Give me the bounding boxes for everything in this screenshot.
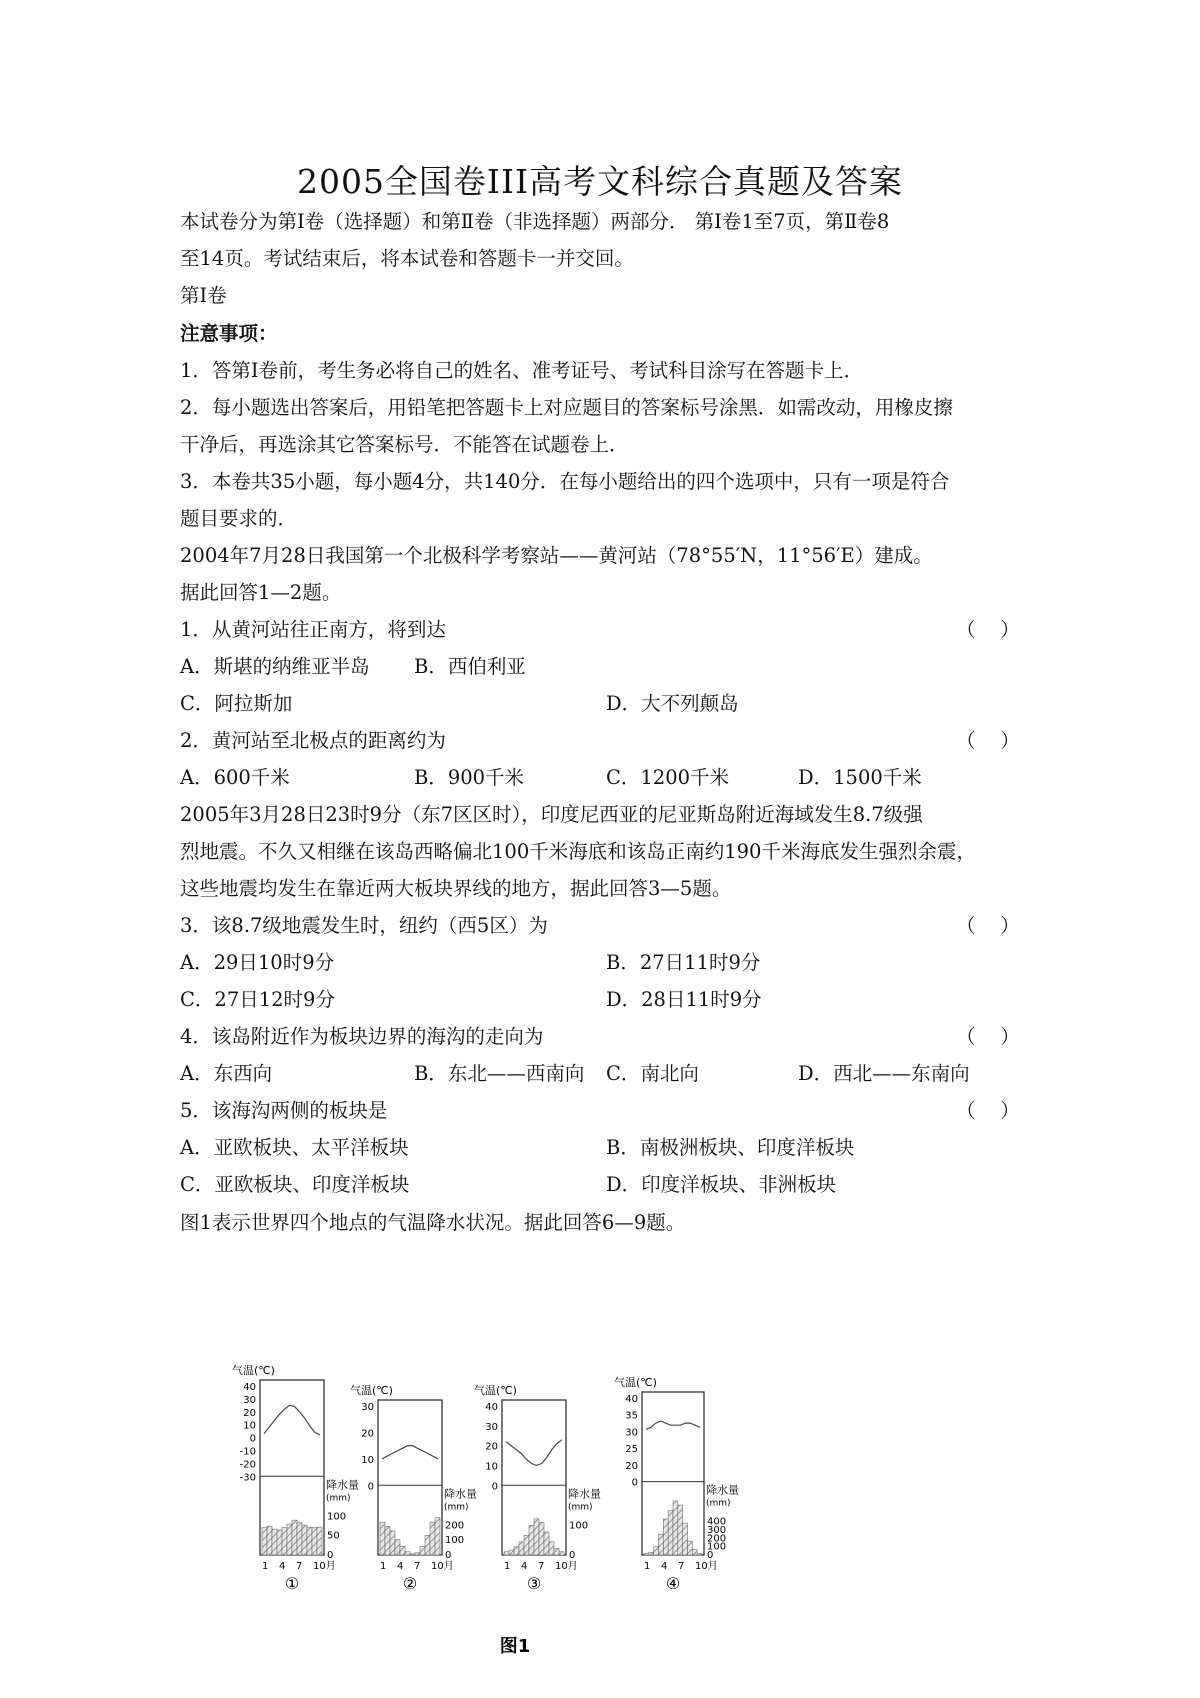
chart-4-precip-bar bbox=[688, 1541, 693, 1555]
chart-3-precip-bar bbox=[504, 1552, 509, 1555]
chart-2-precip-bar bbox=[425, 1535, 430, 1555]
chart-1-precip-bar bbox=[287, 1524, 292, 1555]
intro-line-2: 至14页。考试结束后，将本试卷和答题卡一并交回。 bbox=[180, 247, 634, 270]
q3-option-c: C．27日12时9分 bbox=[180, 988, 335, 1011]
chart-4-temp-tick: 20 bbox=[625, 1460, 638, 1472]
chart-2-precip-tick: 200 bbox=[445, 1520, 465, 1532]
notice-3b: 题目要求的． bbox=[180, 507, 298, 530]
chart-4-month-tick: 1 bbox=[644, 1561, 651, 1572]
chart-4-precip-bar bbox=[659, 1534, 664, 1555]
page-title: 2005全国卷III高考文科综合真题及答案 bbox=[296, 162, 904, 201]
chart-2-temp-tick: 10 bbox=[361, 1454, 374, 1466]
chart-1-temp-tick: -20 bbox=[239, 1459, 256, 1471]
passage2-line-2: 烈地震。不久又相继在该岛西略偏北100千米海底和该岛正南约190千米海底发生强烈余震， bbox=[180, 840, 976, 863]
passage1-line-1: 2004年7月28日我国第一个北极科学考察站——黄河站（78°55′N，11°56′E）建成。 bbox=[180, 544, 933, 567]
chart-1-precip-tick: 50 bbox=[327, 1530, 340, 1542]
chart-2-precip-bar bbox=[395, 1540, 400, 1555]
chart-2-precip-bar bbox=[420, 1546, 425, 1555]
chart-1-precip-bar bbox=[272, 1529, 277, 1555]
chart-1-precip-bar bbox=[262, 1528, 267, 1555]
chart-3-precip-tick: 0 bbox=[569, 1550, 576, 1561]
chart-1-precip-bar bbox=[267, 1526, 272, 1555]
chart-4-precip-bar bbox=[644, 1554, 649, 1555]
chart-4-number: ④ bbox=[665, 1574, 681, 1593]
q3-stem: 3．该8.7级地震发生时，纽约（西5区）为 bbox=[180, 914, 548, 937]
q2-answer-paren: （ ） bbox=[956, 729, 1020, 752]
chart-1-temp-tick: 20 bbox=[243, 1407, 256, 1419]
chart-2-precip-tick: 100 bbox=[445, 1535, 465, 1547]
chart-4-precip-label: 降水量 bbox=[706, 1483, 739, 1497]
q3-option-a: A．29日10时9分 bbox=[180, 951, 335, 974]
chart-1-temp-tick: 40 bbox=[243, 1382, 256, 1393]
passage3: 图1表示世界四个地点的气温降水状况。据此回答6—9题。 bbox=[180, 1211, 686, 1234]
chart-3-precip-bar bbox=[524, 1535, 529, 1555]
q4-option-b: B．东北——西南向 bbox=[414, 1062, 585, 1085]
chart-1-precip-label: 降水量 bbox=[326, 1478, 359, 1492]
chart-2-precip-bar bbox=[415, 1553, 420, 1555]
chart-4-month-tick: 10月 bbox=[695, 1561, 718, 1572]
chart-4-precip-bar bbox=[649, 1552, 654, 1555]
chart-1-temp-tick: 30 bbox=[243, 1394, 256, 1406]
chart-1-precip-bar bbox=[277, 1530, 282, 1555]
chart-1-precip-bar bbox=[312, 1528, 317, 1555]
chart-4-precip-bar bbox=[692, 1549, 697, 1555]
chart-2-number: ② bbox=[402, 1574, 418, 1593]
q1-option-d: D．大不列颠岛 bbox=[606, 692, 739, 715]
chart-4-temp-tick: 25 bbox=[625, 1444, 638, 1456]
notice-2b: 干净后，再选涂其它答案标号．不能答在试题卷上． bbox=[180, 433, 629, 456]
q1-option-b: B．西伯利亚 bbox=[414, 655, 526, 678]
chart-2-temp-tick: 30 bbox=[361, 1402, 374, 1413]
chart-3-temp-tick: 10 bbox=[485, 1461, 498, 1473]
q5-stem: 5．该海沟两侧的板块是 bbox=[180, 1099, 388, 1122]
chart-4-precip-bar bbox=[668, 1511, 673, 1555]
chart-1-precip-tick: 100 bbox=[327, 1511, 347, 1523]
chart-3-precip-bar bbox=[519, 1542, 524, 1555]
chart-4-precip-bar bbox=[678, 1505, 683, 1555]
intro-line-1: 本试卷分为第Ⅰ卷（选择题）和第Ⅱ卷（非选择题）两部分． 第Ⅰ卷1至7页，第Ⅱ卷8 bbox=[180, 210, 890, 233]
chart-4-precip-tick: 300 bbox=[707, 1524, 727, 1536]
chart-4-precip-bar bbox=[654, 1547, 659, 1555]
chart-3-temp-line bbox=[506, 1440, 562, 1466]
chart-1-temp-tick: 0 bbox=[249, 1433, 256, 1445]
chart-1-precip-tick: 0 bbox=[327, 1550, 334, 1561]
chart-3-precip-bar bbox=[539, 1522, 544, 1555]
q2-option-c: C．1200千米 bbox=[606, 766, 730, 789]
figure-caption: 图1 bbox=[499, 1636, 531, 1657]
chart-1-number: ① bbox=[284, 1574, 300, 1593]
chart-2-month-tick: 4 bbox=[397, 1561, 404, 1572]
chart-4-precip-bar bbox=[683, 1523, 688, 1555]
chart-4-precip-tick: 200 bbox=[707, 1533, 727, 1545]
chart-1-precip-unit: (mm) bbox=[326, 1493, 351, 1504]
chart-3-temp-tick: 0 bbox=[491, 1481, 498, 1493]
chart-3-precip-bar bbox=[529, 1525, 534, 1555]
chart-4-month-tick: 7 bbox=[678, 1561, 685, 1572]
chart-1-month-tick: 4 bbox=[279, 1561, 286, 1572]
q5-option-b: B．南极洲板块、印度洋板块 bbox=[606, 1136, 855, 1159]
q5-option-c: C．亚欧板块、印度洋板块 bbox=[180, 1173, 410, 1196]
chart-2-temp-label: 气温(℃) bbox=[350, 1384, 393, 1397]
q4-option-d: D．西北——东南向 bbox=[798, 1062, 970, 1085]
chart-4-temp-tick: 40 bbox=[625, 1394, 638, 1405]
q5-option-d: D．印度洋板块、非洲板块 bbox=[606, 1173, 837, 1196]
chart-1-temp-label: 气温(℃) bbox=[232, 1364, 275, 1377]
chart-4-precip-tick: 100 bbox=[707, 1541, 727, 1553]
chart-1-precip-bar bbox=[302, 1525, 307, 1555]
q1-option-a: A．斯堪的纳维亚半岛 bbox=[180, 655, 370, 678]
figure-1-climate-charts bbox=[230, 1360, 790, 1660]
chart-4-month-tick: 4 bbox=[661, 1561, 668, 1572]
q3-option-b: B．27日11时9分 bbox=[606, 951, 761, 974]
chart-3-number: ③ bbox=[526, 1574, 542, 1593]
chart-2-temp-tick: 20 bbox=[361, 1428, 374, 1440]
notice-1: 1．答第Ⅰ卷前，考生务必将自己的姓名、准考证号、考试科目涂写在答题卡上． bbox=[180, 359, 864, 382]
chart-3-temp-tick: 20 bbox=[485, 1441, 498, 1453]
chart-2-precip-unit: (mm) bbox=[444, 1502, 469, 1513]
chart-1-precip-bar bbox=[307, 1527, 312, 1555]
chart-4-temp-line bbox=[646, 1421, 700, 1429]
chart-1-month-tick: 10月 bbox=[313, 1561, 336, 1572]
chart-2-temp-tick: 0 bbox=[367, 1481, 374, 1493]
chart-3-precip-tick: 100 bbox=[569, 1520, 589, 1532]
notice-3a: 3．本卷共35小题，每小题4分，共140分．在每小题给出的四个选项中，只有一项是符合 bbox=[180, 470, 950, 493]
chart-2-precip-bar bbox=[430, 1522, 435, 1555]
part-heading: 第Ⅰ卷 bbox=[180, 284, 227, 307]
q2-option-b: B．900千米 bbox=[414, 766, 525, 789]
q5-option-a: A．亚欧板块、太平洋板块 bbox=[180, 1136, 409, 1159]
chart-2-precip-bar bbox=[405, 1552, 410, 1555]
chart-3-precip-bar bbox=[549, 1542, 554, 1555]
chart-4-precip-bar bbox=[697, 1554, 702, 1555]
chart-3-month-tick: 4 bbox=[521, 1561, 528, 1572]
chart-3-precip-bar bbox=[534, 1519, 539, 1555]
chart-3-precip-unit: (mm) bbox=[568, 1502, 593, 1513]
chart-4-temp-label: 气温(℃) bbox=[614, 1376, 657, 1389]
chart-3-month-tick: 7 bbox=[538, 1561, 545, 1572]
notice-2a: 2．每小题选出答案后，用铅笔把答题卡上对应题目的答案标号涂黑．如需改动，用橡皮擦 bbox=[180, 396, 953, 419]
chart-2-precip-tick: 0 bbox=[445, 1550, 452, 1561]
chart-1-month-tick: 1 bbox=[262, 1561, 269, 1572]
q4-option-c: C．南北向 bbox=[606, 1062, 699, 1085]
chart-3-temp-label: 气温(℃) bbox=[474, 1384, 517, 1397]
chart-2-month-tick: 7 bbox=[414, 1561, 421, 1572]
q3-option-d: D．28日11时9分 bbox=[606, 988, 762, 1011]
chart-3-month-tick: 1 bbox=[504, 1561, 511, 1572]
chart-1-precip-bar bbox=[292, 1520, 297, 1555]
chart-3-precip-bar bbox=[509, 1550, 514, 1555]
q1-stem: 1．从黄河站往正南方，将到达 bbox=[180, 618, 446, 641]
q4-stem: 4．该岛附近作为板块边界的海沟的走向为 bbox=[180, 1025, 544, 1048]
chart-4-precip-tick: 0 bbox=[707, 1550, 714, 1561]
chart-1-temp-tick: -30 bbox=[239, 1472, 256, 1484]
chart-1-temp-tick: -10 bbox=[239, 1446, 256, 1458]
chart-2-precip-bar bbox=[385, 1527, 390, 1555]
chart-1-temp-tick: 10 bbox=[243, 1420, 256, 1432]
chart-3-precip-label: 降水量 bbox=[568, 1487, 601, 1501]
chart-1-precip-bar bbox=[297, 1523, 302, 1555]
chart-4-temp-tick: 35 bbox=[625, 1410, 638, 1422]
chart-3-precip-bar bbox=[554, 1548, 559, 1555]
chart-2-month-tick: 10月 bbox=[431, 1561, 454, 1572]
chart-3-month-tick: 10月 bbox=[555, 1561, 578, 1572]
notice-heading: 注意事项： bbox=[180, 322, 278, 345]
chart-2-precip-bar bbox=[380, 1522, 385, 1555]
chart-4-precip-tick: 400 bbox=[707, 1516, 727, 1528]
chart-2-precip-bar bbox=[390, 1531, 395, 1555]
chart-1-temp-line bbox=[264, 1405, 320, 1435]
passage1-line-2: 据此回答1—2题。 bbox=[180, 581, 342, 604]
chart-3-precip-bar bbox=[514, 1547, 519, 1555]
passage2-line-1: 2005年3月28日23时9分（东7区区时），印度尼西亚的尼亚斯岛附近海域发生8.7级强 bbox=[180, 803, 923, 826]
q4-answer-paren: （ ） bbox=[956, 1025, 1020, 1048]
chart-2-precip-bar bbox=[435, 1518, 440, 1555]
q4-option-a: A．东西向 bbox=[180, 1062, 273, 1085]
chart-3-temp-tick: 40 bbox=[485, 1402, 498, 1413]
chart-2-precip-bar bbox=[410, 1554, 415, 1555]
chart-3-temp-tick: 30 bbox=[485, 1421, 498, 1433]
chart-2-precip-bar bbox=[400, 1546, 405, 1555]
passage2-line-3: 这些地震均发生在靠近两大板块界线的地方，据此回答3—5题。 bbox=[180, 877, 732, 900]
q2-stem: 2．黄河站至北极点的距离约为 bbox=[180, 729, 446, 752]
q2-option-d: D．1500千米 bbox=[798, 766, 922, 789]
chart-4-precip-bar bbox=[673, 1501, 678, 1555]
q2-option-a: A．600千米 bbox=[180, 766, 290, 789]
chart-4-temp-tick: 30 bbox=[625, 1427, 638, 1439]
chart-3-precip-bar bbox=[559, 1552, 564, 1555]
q5-answer-paren: （ ） bbox=[956, 1099, 1020, 1122]
q1-answer-paren: （ ） bbox=[956, 618, 1020, 641]
q1-option-c: C．阿拉斯加 bbox=[180, 692, 293, 715]
q3-answer-paren: （ ） bbox=[956, 914, 1020, 937]
chart-4-precip-unit: (mm) bbox=[706, 1498, 731, 1509]
chart-1-month-tick: 7 bbox=[296, 1561, 303, 1572]
chart-1-precip-bar bbox=[282, 1528, 287, 1555]
chart-1-precip-bar bbox=[317, 1527, 322, 1555]
chart-4-temp-tick: 0 bbox=[631, 1477, 638, 1489]
chart-2-temp-line bbox=[382, 1446, 438, 1459]
chart-2-precip-label: 降水量 bbox=[444, 1487, 477, 1501]
chart-2-month-tick: 1 bbox=[380, 1561, 387, 1572]
chart-3-precip-bar bbox=[544, 1532, 549, 1555]
chart-4-precip-bar bbox=[663, 1519, 668, 1555]
